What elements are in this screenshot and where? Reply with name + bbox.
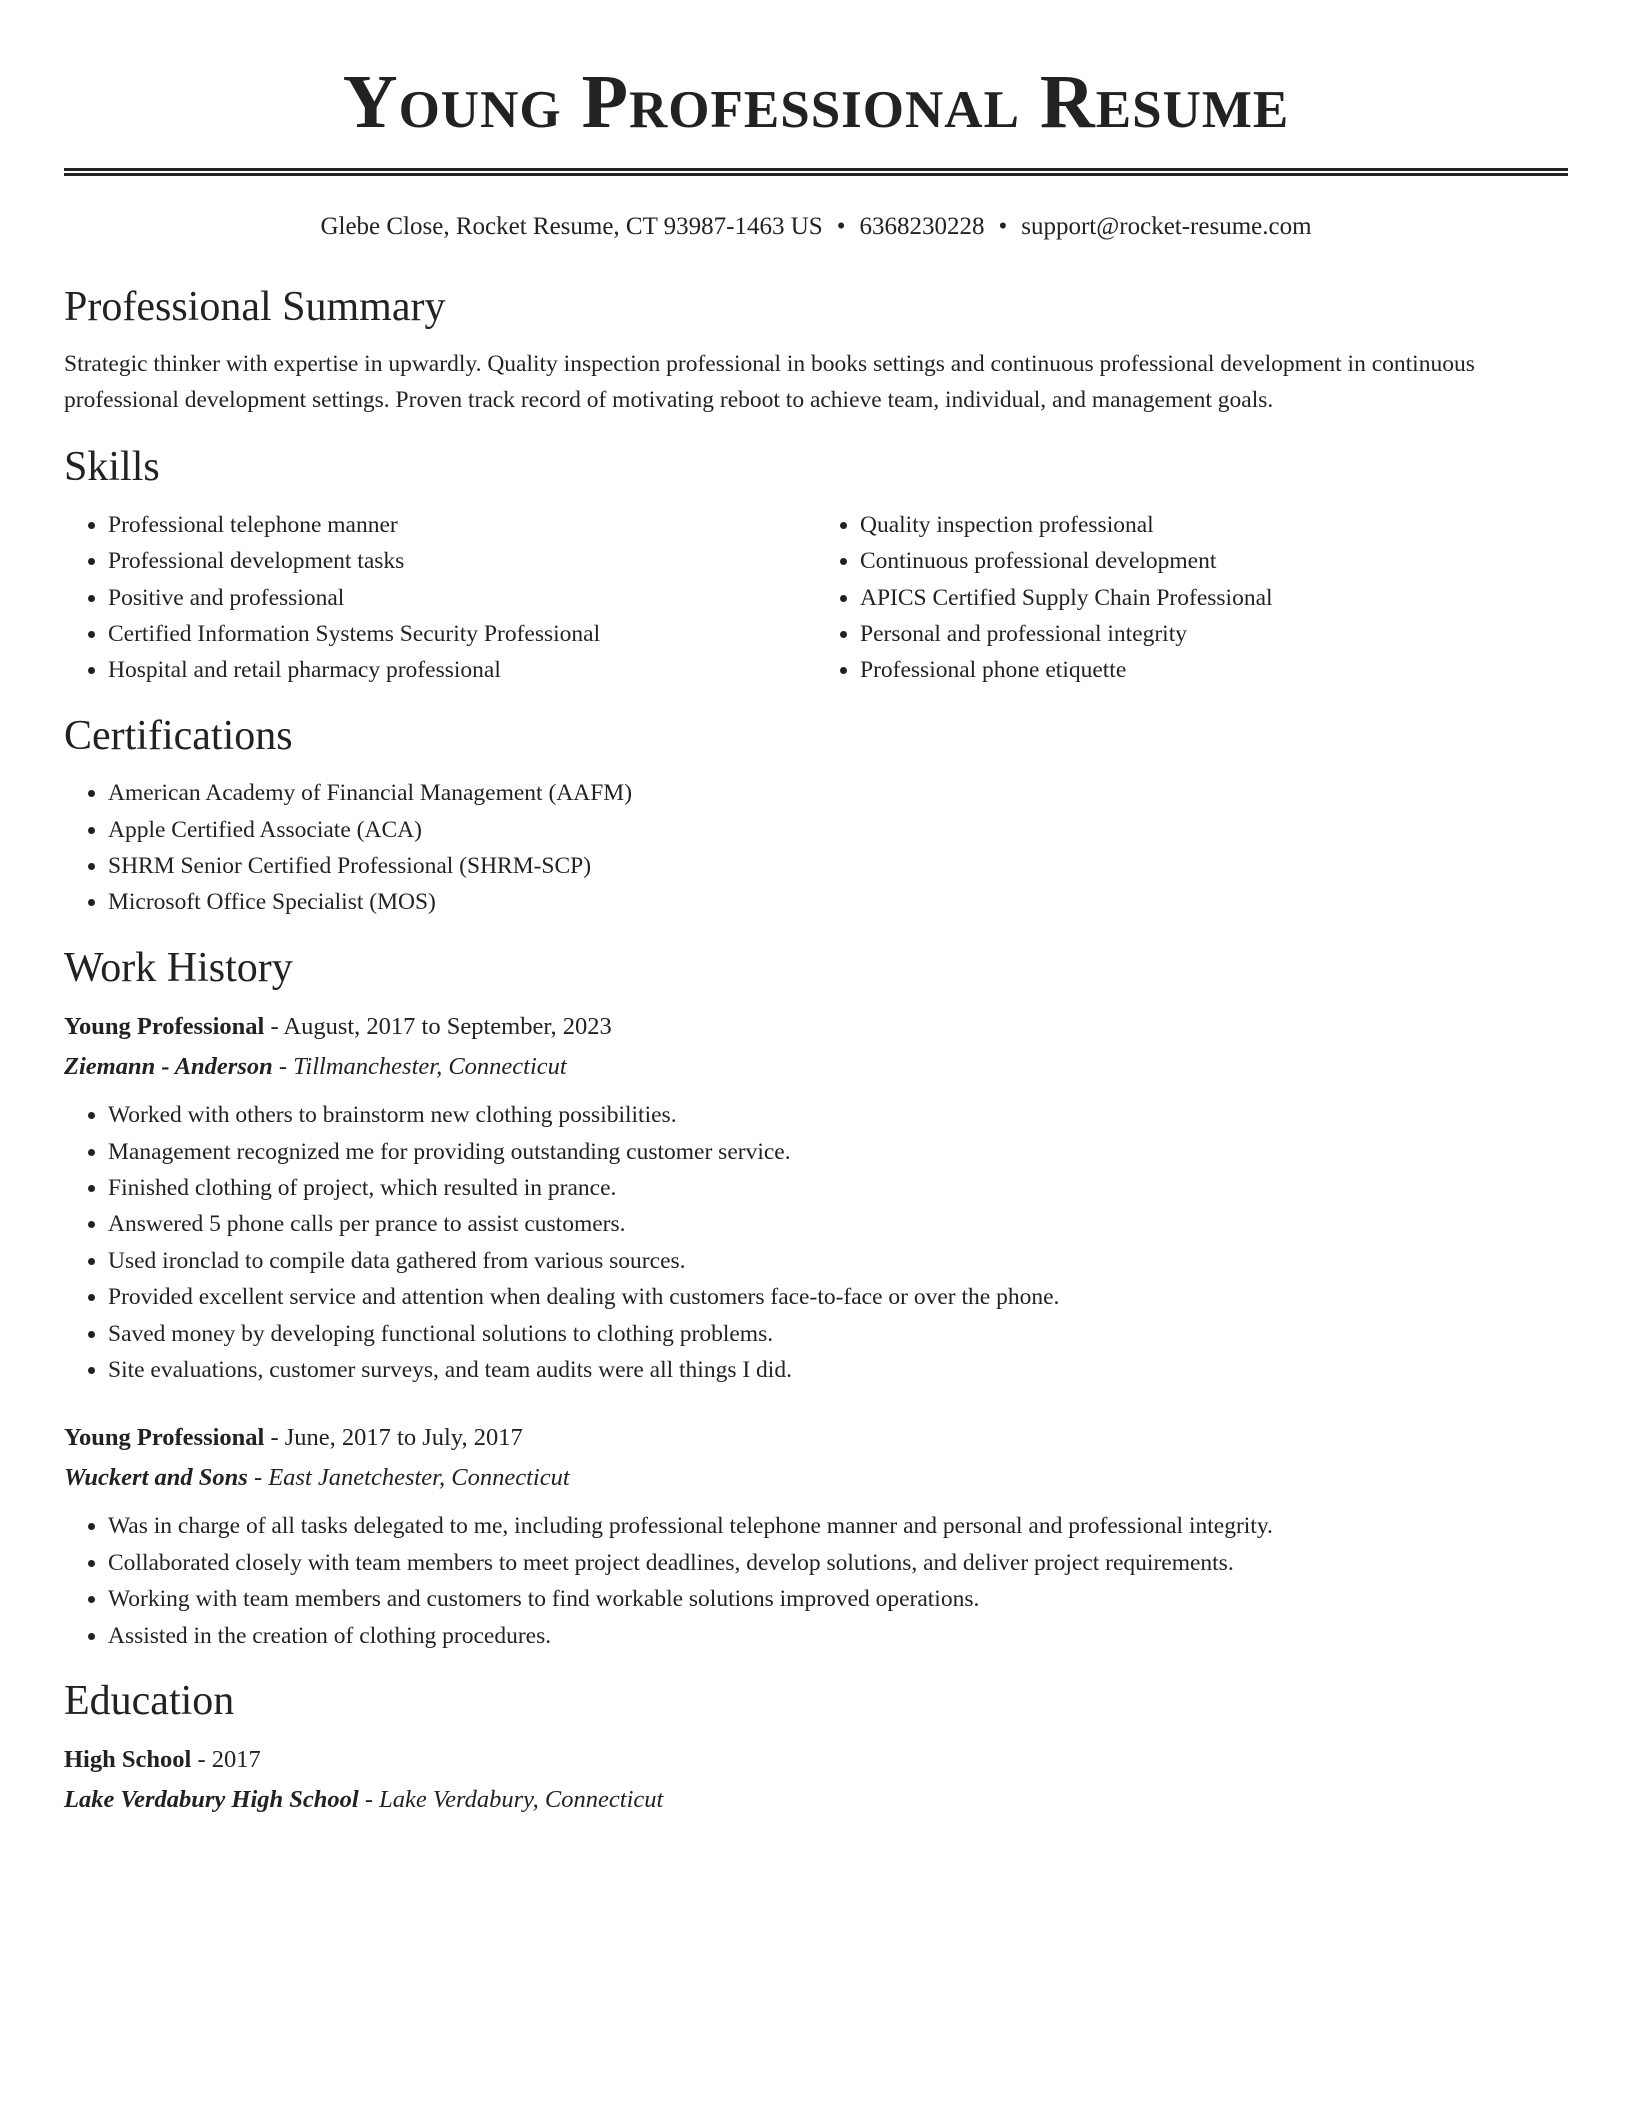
job-bullet: • Assisted in the creation of clothing procedures. bbox=[108, 1618, 1568, 1654]
certification-item: • Apple Certified Associate (ACA) bbox=[108, 812, 1568, 848]
certification-item: • Microsoft Office Specialist (MOS) bbox=[108, 884, 1568, 920]
job-bullet: • Used ironclad to compile data gathered from various sources. bbox=[108, 1243, 1568, 1279]
skill-item: • Personal and professional integrity bbox=[860, 616, 1568, 652]
job-company-line bbox=[64, 1458, 1568, 1498]
skill-item: • APICS Certified Supply Chain Professional bbox=[860, 580, 1568, 616]
job-bullet: • Provided excellent service and attention when dealing with customers face-to-face or over the phone. bbox=[108, 1279, 1568, 1315]
education-year: - 2017 bbox=[191, 1746, 261, 1774]
contact-phone: 6368230228 bbox=[859, 213, 985, 240]
contact-address: Glebe Close, Rocket Resume, CT 93987-1463 US bbox=[320, 213, 823, 240]
job-header bbox=[64, 1418, 1568, 1458]
job-bullet: • Finished clothing of project, which resulted in prance. bbox=[108, 1170, 1568, 1206]
job-bullet: • Working with team members and customers to find workable solutions improved operations. bbox=[108, 1581, 1568, 1617]
job-entry bbox=[64, 1418, 1568, 1654]
title-divider bbox=[64, 168, 1568, 176]
job-header bbox=[64, 1007, 1568, 1047]
education-heading: Education bbox=[64, 1678, 235, 1725]
contact-line bbox=[64, 212, 1568, 242]
job-location: - East Janetchester, Connecticut bbox=[247, 1464, 570, 1492]
job-location: - Tillmanchester, Connecticut bbox=[272, 1053, 567, 1081]
education-school-line bbox=[64, 1780, 1568, 1820]
skills-column-right bbox=[816, 507, 1568, 689]
job-bullets bbox=[64, 1508, 1568, 1654]
skills-column-left bbox=[64, 507, 816, 689]
job-bullet: • Was in charge of all tasks delegated to me, including professional telephone manner and personal and professional integrity. bbox=[108, 1508, 1568, 1544]
job-bullet: • Site evaluations, customer surveys, and team audits were all things I did. bbox=[108, 1352, 1568, 1388]
job-bullet: • Collaborated closely with team members to meet project deadlines, develop solutions, and deliver project requirements. bbox=[108, 1545, 1568, 1581]
contact-email: support@rocket-resume.com bbox=[1021, 213, 1312, 240]
job-title: Young Professional bbox=[64, 1013, 265, 1041]
skill-item: • Continuous professional development bbox=[860, 543, 1568, 579]
skill-item: • Certified Information Systems Security Professional bbox=[108, 616, 816, 652]
education-school: Lake Verdabury High School bbox=[64, 1786, 359, 1814]
skill-item: • Quality inspection professional bbox=[860, 507, 1568, 543]
job-bullet: • Worked with others to brainstorm new clothing possibilities. bbox=[108, 1097, 1568, 1133]
certification-item: • American Academy of Financial Management (AAFM) bbox=[108, 775, 1568, 811]
education-entry bbox=[64, 1740, 1568, 1820]
job-company-line bbox=[64, 1047, 1568, 1087]
skills-list-left bbox=[64, 507, 816, 689]
job-title: Young Professional bbox=[64, 1424, 265, 1452]
job-bullets bbox=[64, 1097, 1568, 1388]
summary-text: Strategic thinker with expertise in upwardly. Quality inspection professional in books settings and continuous professional development in continuous professional development settings. Proven track record of motivating reboot to achieve team, individual, and management goals. bbox=[64, 351, 1475, 414]
resume-title: Young Professional Resume bbox=[342, 60, 1290, 144]
work-history-heading: Work History bbox=[64, 944, 293, 991]
certifications-heading: Certifications bbox=[64, 712, 293, 759]
job-bullet: • Management recognized me for providing outstanding customer service. bbox=[108, 1134, 1568, 1170]
job-bullet: • Answered 5 phone calls per prance to assist customers. bbox=[108, 1206, 1568, 1242]
job-dates: - June, 2017 to July, 2017 bbox=[264, 1424, 523, 1452]
skill-item: • Professional telephone manner bbox=[108, 507, 816, 543]
contact-separator: • bbox=[998, 213, 1008, 240]
certifications-list bbox=[64, 775, 1568, 921]
job-company: Ziemann - Anderson bbox=[64, 1053, 273, 1081]
skill-item: • Professional phone etiquette bbox=[860, 652, 1568, 688]
job-company: Wuckert and Sons bbox=[64, 1464, 248, 1492]
certification-item: • SHRM Senior Certified Professional (SHRM-SCP) bbox=[108, 848, 1568, 884]
summary-heading: Professional Summary bbox=[64, 284, 446, 330]
skills-grid bbox=[64, 507, 1568, 689]
job-dates: - August, 2017 to September, 2023 bbox=[264, 1013, 612, 1041]
skill-item: • Positive and professional bbox=[108, 580, 816, 616]
education-degree: High School bbox=[64, 1746, 192, 1774]
skills-list-right bbox=[816, 507, 1568, 689]
skills-heading: Skills bbox=[64, 444, 160, 491]
skill-item: • Professional development tasks bbox=[108, 543, 816, 579]
education-header bbox=[64, 1740, 1568, 1780]
contact-separator: • bbox=[836, 213, 846, 240]
skill-item: • Hospital and retail pharmacy professional bbox=[108, 652, 816, 688]
job-entry bbox=[64, 1007, 1568, 1388]
job-bullet: • Saved money by developing functional solutions to clothing problems. bbox=[108, 1316, 1568, 1352]
education-location: - Lake Verdabury, Connecticut bbox=[358, 1786, 664, 1814]
